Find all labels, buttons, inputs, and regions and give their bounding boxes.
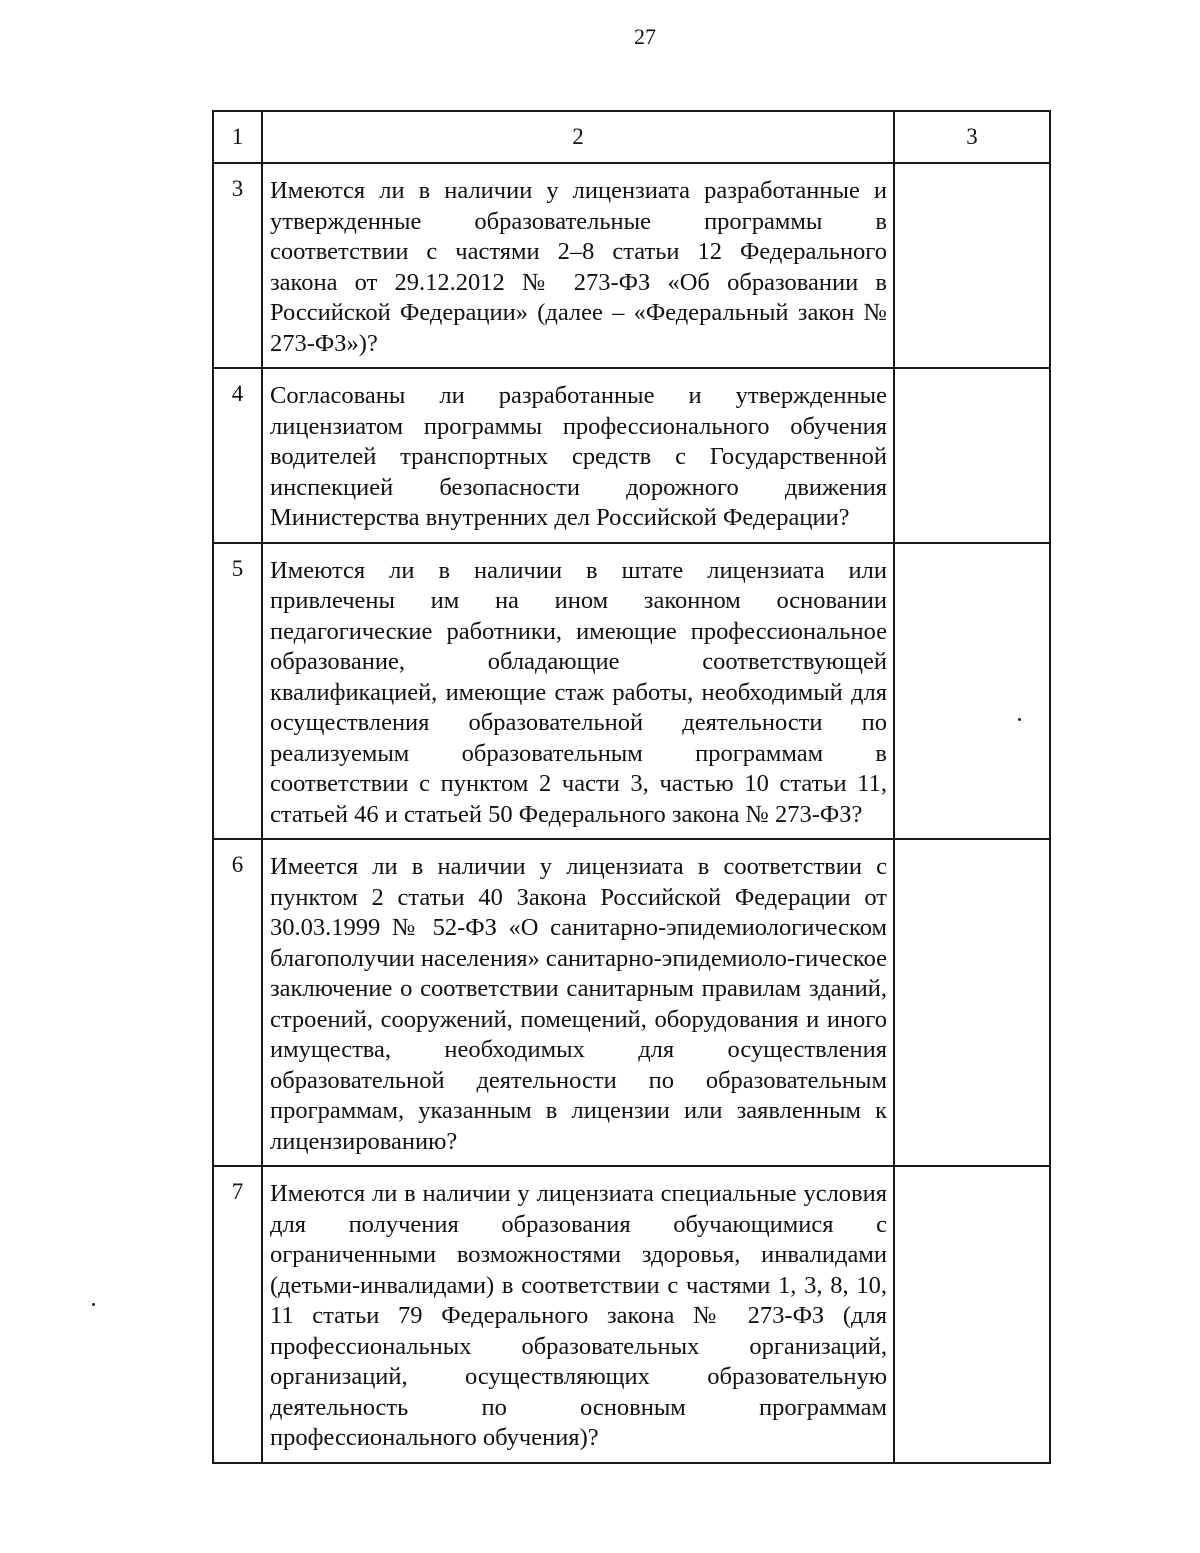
- row-answer-cell: [894, 839, 1050, 1166]
- row-number: 3: [213, 163, 262, 368]
- row-number: 4: [213, 368, 262, 543]
- table-row: [213, 368, 1050, 543]
- header-cell-answer: 3: [894, 111, 1050, 163]
- checklist-table: [212, 110, 1051, 1464]
- scan-speck: [1018, 718, 1021, 721]
- row-number: 5: [213, 543, 262, 840]
- table-row: [213, 1166, 1050, 1463]
- row-number: 7: [213, 1166, 262, 1463]
- page-number: 27: [634, 24, 656, 49]
- table-row: [213, 163, 1050, 368]
- header-cell-question: 2: [262, 111, 894, 163]
- row-answer-cell: [894, 1166, 1050, 1463]
- table-header-row: [213, 111, 1050, 163]
- row-question: Имеются ли в наличии в штате лицензиата или привлечены им на ином законном основании педагогические работники, имеющие профессиональное образование, обладающие соответствующей квалификацией, имеющие стаж работы, необходимый для осуществления образовательной деятельности по реализуемым образовательным программам в соответствии с пунктом 2 части 3, частью 10 статьи 11, статьей 46 и статьей 50 Федерального закона № 273-ФЗ?: [262, 543, 894, 840]
- row-question: Согласованы ли разработанные и утвержденные лицензиатом программы профессионального обучения водителей транспортных средств с Государственной инспекцией безопасности дорожного движения Министерства внутренних дел Российской Федерации?: [262, 368, 894, 543]
- row-answer-cell: [894, 368, 1050, 543]
- table-row: [213, 543, 1050, 840]
- header-cell-number: 1: [213, 111, 262, 163]
- row-answer-cell: [894, 543, 1050, 840]
- row-question: Имеются ли в наличии у лицензиата разработанные и утвержденные образовательные программы в соответствии с частями 2–8 статьи 12 Федерального закона от 29.12.2012 № 273-ФЗ «Об образовании в Российской Федерации» (далее – «Федеральный закон № 273-ФЗ»)?: [262, 163, 894, 368]
- table-row: [213, 839, 1050, 1166]
- row-number: 6: [213, 839, 262, 1166]
- row-question: Имеются ли в наличии у лицензиата специальные условия для получения образования обучающимися с ограниченными возможностями здоровья, инвалидами (детьми-инвалидами) в соответствии с частями 1, 3, 8, 10, 11 статьи 79 Федерального закона № 273-ФЗ (для профессиональных образовательных организаций, организаций, осуществляющих образовательную деятельность по основным программам профессионального обучения)?: [262, 1166, 894, 1463]
- row-question: Имеется ли в наличии у лицензиата в соответствии с пунктом 2 статьи 40 Закона Российской Федерации от 30.03.1999 № 52-ФЗ «О санитарно-эпидемиологическом благополучии населения» санитарно-эпидемиоло-гическое заключение о соответствии санитарным правилам зданий, строений, сооружений, помещений, оборудования и иного имущества, необходимых для осуществления образовательной деятельности по образовательным программам, указанным в лицензии или заявленным к лицензированию?: [262, 839, 894, 1166]
- scan-speck: [92, 1303, 95, 1306]
- row-answer-cell: [894, 163, 1050, 368]
